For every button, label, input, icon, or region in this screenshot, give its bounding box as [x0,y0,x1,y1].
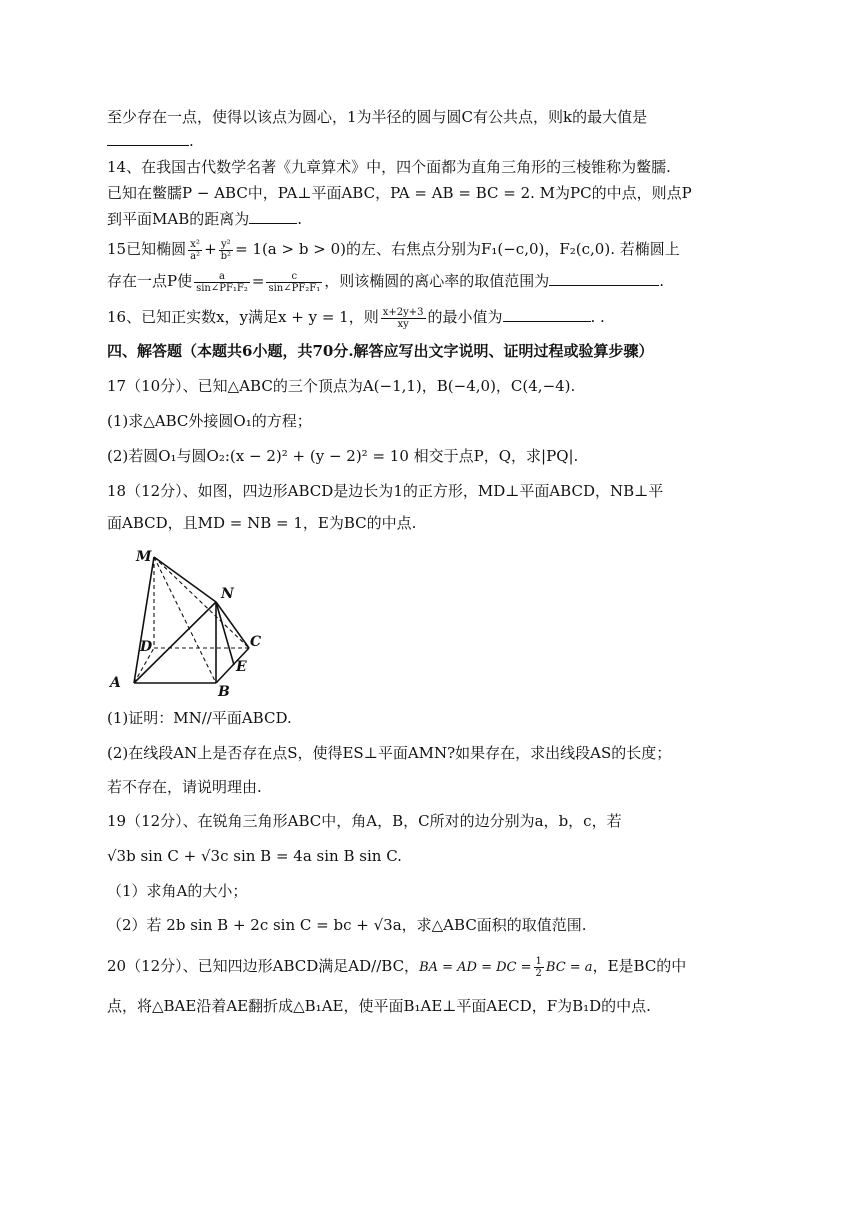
q20-line-2 [107,995,760,1017]
q19-line-1 [107,810,760,832]
q15-text-1: 15已知椭圆 [107,240,187,258]
fraction-one-half: $\frac{1}{2}$ [535,955,542,979]
q15-line-1 [107,238,760,262]
q17-part1-text: (1)求△ABC外接圆O₁的方程； [107,412,312,430]
label-D: D [140,639,153,655]
fraction-a-sin: $\frac{a}{\text{sin∠PF₁F₂}}$ [196,270,248,294]
q17-part2 [107,445,760,467]
q19-part1-text: （1）求角A的大小； [107,882,248,900]
q18-part2-line-2 [107,776,760,798]
q20-text-2: ，E是BC的中 [592,957,687,975]
q13-answer-line [107,130,760,152]
q18-part2-text-1: (2)在线段AN上是否存在点S，使得ES⊥平面AMN?如果存在，求出线段AS的长度； [107,744,672,762]
q19-line-2 [107,845,760,867]
section-heading [107,340,760,362]
plus: + [204,240,217,258]
q20-text-3: 点，将△BAE沿着AE翻折成△B₁AE，使平面B₁AE⊥平面AECD，F为B₁D的中点. [107,997,651,1015]
q20-math-2: BC = a [545,960,593,975]
q18-text-2: 面ABCD，且MD = NB = 1，E为BC的中点. [107,514,417,532]
q13-tail-line [107,106,760,128]
label-E: E [236,659,247,675]
fraction-q16: $\frac{x+2y+3}{xy}$ [382,306,424,330]
q18-part1-text: (1)证明：MN//平面ABCD. [107,709,292,727]
q15b-text-2: ，则该椭圆的离心率的取值范围为 [324,272,550,290]
q19-part2-text: （2）若 2b sin B + 2c sin C = bc + √3a，求△ABC面积的取值范围. [107,916,587,934]
q17-text: 17（10分）、已知△ABC的三个顶点为A(−1,1)，B(−4,0)，C(4,−4). [107,377,576,395]
q13-text: 至少存在一点，使得以该点为圆心，1为半径的圆与圆C有公共点，则k的最大值是 [107,108,648,126]
answer-blank [107,131,189,146]
period: . [189,132,194,150]
label-M: M [136,549,152,565]
q17-part2-text: (2)若圆O₁与圆O₂:(x − 2)² + (y − 2)² = 10 相交于点P，Q，求|PQ|. [107,447,579,465]
answer-blank [503,307,591,322]
fraction-y2-b2: $\frac{\text{y²}}{\text{b²}}$ [220,238,232,262]
q19-part1 [107,880,760,902]
label-N: N [221,586,234,602]
fraction-c-sin: $\frac{c}{\text{sin∠PF₂F₁}}$ [268,270,321,294]
q14-text-1: 14、在我国古代数学名著《九章算术》中，四个面都为直角三角形的三棱锥称为鳖臑. [107,158,671,176]
q15-line-2 [107,270,760,294]
q20-text-1: 20（12分）、已知四边形ABCD满足AD//BC， [107,957,420,975]
period: . [659,272,665,290]
q14-line-3 [107,208,760,230]
label-C: C [250,634,262,650]
q17-part1 [107,410,760,432]
q14-text-3: 到平面MAB的距离为 [107,210,250,228]
q14-line-1 [107,156,760,178]
label-B: B [218,684,230,700]
q19-text-1: 19（12分）、在锐角三角形ABC中，角A，B，C所对的边分别为a，b，c，若 [107,812,622,830]
q18-part1 [107,707,760,729]
period: . [297,210,302,228]
q16-line [107,306,760,330]
q16-text-1: 16、已知正实数x，y满足x + y = 1，则 [107,308,379,326]
fraction-x2-a2: $\frac{\text{x²}}{\text{a²}}$ [190,238,201,262]
q19-text-2: √3b sin C + √3c sin B = 4a sin B sin C. [107,847,402,865]
period: . . [590,308,605,326]
q15b-text-1: 存在一点P使 [107,272,193,290]
q18-part2-line-1 [107,742,760,764]
q14-text-2: 已知在鳖臑P − ABC中，PA⊥平面ABC，PA = AB = BC = 2. M为PC的中点，则点P [107,184,692,202]
q18-line-1 [107,480,760,502]
q20-line-1 [107,955,760,979]
answer-blank [249,209,297,224]
label-A: A [110,675,121,691]
q18-part2-text-2: 若不存在，请说明理由. [107,778,262,796]
q18-line-2 [107,512,760,534]
answer-blank [549,271,659,286]
q20-math-1: BA = AD = DC = [419,960,532,975]
equals: = [251,272,265,290]
q17-line [107,375,760,397]
section-4-title: 四、解答题（本题共6小题，共70分.解答应写出文字说明、证明过程或验算步骤） [107,342,654,360]
q19-part2 [107,914,760,936]
q14-line-2 [107,182,760,204]
pyramid-figure [104,545,274,700]
q18-text-1: 18（12分）、如图，四边形ABCD是边长为1的正方形，MD⊥平面ABCD，NB⊥平 [107,482,664,500]
q15-text-2: = 1(a > b > 0)的左、右焦点分别为F₁(−c,0)，F₂(c,0). 若椭圆上 [235,240,680,258]
q16-text-2: 的最小值为 [427,308,503,326]
